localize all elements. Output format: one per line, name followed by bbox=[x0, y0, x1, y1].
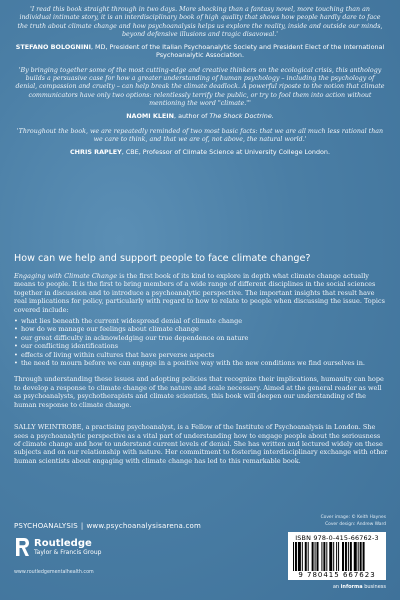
quote-text: 'I read this book straight through in two days. More shocking than a fantasy novel, more touching than an individual intimate story, it is an interdisciplinary book of high quality that shows how people hardly dare to face the truth about climate change and how psychoanalysis helps us explore the reality, inside and outside our minds, beyond defensive illusions and tragic disavowal.' bbox=[17, 6, 383, 38]
topics-list bbox=[14, 317, 388, 367]
endorsement-klein bbox=[14, 67, 386, 121]
blurb-headline: How can we help and support people to face climate change? bbox=[14, 253, 311, 264]
barcode-bar bbox=[312, 542, 314, 571]
cover-image-credit: Cover image: © Keith Haynes bbox=[320, 515, 386, 520]
publisher-website-link[interactable]: www.routledgementalhealth.com bbox=[14, 570, 94, 575]
book-description bbox=[14, 253, 388, 465]
publisher-name-block bbox=[34, 538, 101, 556]
endorsement-rapley bbox=[14, 128, 386, 157]
barcode-bar bbox=[360, 542, 362, 571]
barcode-bar bbox=[338, 542, 339, 571]
book-title-inline: Engaging with Climate Change bbox=[14, 272, 118, 280]
barcode-bar bbox=[315, 542, 316, 571]
cover-design-credit: Cover design: Andrew Ward bbox=[325, 522, 386, 527]
barcode-bar bbox=[363, 542, 365, 571]
informa-prefix: an bbox=[332, 584, 341, 590]
barcode-bar bbox=[354, 542, 357, 571]
informa-tagline bbox=[333, 584, 386, 590]
category-label: PSYCHOANALYSIS bbox=[14, 522, 78, 530]
blurb-intro bbox=[14, 272, 388, 314]
barcode-bar bbox=[342, 542, 344, 571]
blurb-intro-text: is the first book of its kind to explore in depth what climate change actually means to people. It is the first to bring members of a wide range of different disciplines in the social sciences together in discussion and to introduce a psychoanalytic perspective. The important insights that result have real implications for policy, particularly with regard to how to relate to people when discussing the issue. Topics covered include: bbox=[14, 272, 385, 314]
category-separator: | bbox=[80, 522, 84, 530]
list-item: • the need to mourn before we can engage in a positive way with the new conditions we find ourselves in. bbox=[14, 359, 388, 367]
publisher-logo bbox=[14, 537, 101, 557]
barcode-bar bbox=[326, 542, 327, 571]
isbn-barcode bbox=[288, 532, 386, 580]
quote-author: NAOMI KLEIN bbox=[126, 112, 174, 121]
barcode-bar bbox=[317, 542, 319, 571]
back-cover-footer bbox=[14, 515, 386, 594]
quote-attribution bbox=[14, 43, 386, 60]
publisher-group: Taylor & Francis Group bbox=[34, 549, 102, 556]
barcode-bar bbox=[348, 542, 349, 571]
informa-brand: informa bbox=[340, 584, 363, 590]
barcode-bar bbox=[308, 542, 309, 571]
barcode-bar bbox=[295, 542, 297, 571]
barcode-bar bbox=[345, 542, 347, 571]
barcode-digits: 9 780415 667623 bbox=[298, 571, 376, 579]
barcode-bar bbox=[302, 542, 303, 571]
blurb-closing: Through understanding these issues and adopting policies that recognize their implications, humanity can hope to develop a response to climate change of the nature and scale necessary. Aimed at the general reader as well as psychoanalysts, psychotherapists and climate scientists, this book will deepen our understanding of the human response to climate change. bbox=[14, 375, 384, 409]
list-item: • effects of living within cultures that have perverse aspects bbox=[14, 351, 388, 359]
barcode-bar bbox=[305, 542, 307, 571]
quote-author-role: , MD, President of the Italian Psychoanalytic Society and President Elect of the International Psychoanalytic Association. bbox=[90, 43, 385, 60]
barcode-bar bbox=[358, 542, 359, 571]
quote-attribution bbox=[14, 112, 386, 120]
list-item: • our conflicting identifications bbox=[14, 342, 388, 350]
quote-author-work: The Shock Doctrine. bbox=[209, 112, 274, 121]
list-item: • what lies beneath the current widespread denial of climate change bbox=[14, 317, 388, 325]
list-item: • our great difficulty in acknowledging our true dependence on nature bbox=[14, 334, 388, 342]
barcode-bar bbox=[329, 542, 332, 571]
barcode-bar bbox=[321, 542, 322, 571]
publisher-name: Routledge bbox=[34, 538, 92, 549]
barcode-bars bbox=[293, 542, 381, 571]
routledge-r-logo-icon bbox=[14, 537, 30, 557]
cover-credits bbox=[321, 514, 386, 528]
quote-author: CHRIS RAPLEY bbox=[69, 148, 122, 157]
endorsements bbox=[14, 6, 386, 163]
isbn-number: ISBN 978-0-415-66762-3 bbox=[295, 534, 379, 542]
barcode-bar bbox=[350, 542, 352, 571]
quote-author: STEFANO BOLOGNINI bbox=[15, 43, 91, 52]
barcode-bar bbox=[323, 542, 325, 571]
endorsement-bolognini bbox=[14, 6, 386, 60]
barcode-bar bbox=[293, 542, 294, 571]
list-item: • how do we manage our feelings about climate change bbox=[14, 325, 388, 333]
editor-bio: SALLY WEINTROBE, a practising psychoanalyst, is a Fellow of the Institute of Psychoanalysis in London. She sees a psychoanalytic perspective as a vital part of understanding how to engage people about the seriousness of climate change and how to understand current levels of denial. She has written and lectured widely on these subjects and on our relationship with nature. Her commitment to fostering interdisciplinary exchange with other human scientists about engaging with climate change has led to this remarkable book. bbox=[14, 423, 388, 465]
informa-suffix: business bbox=[362, 584, 386, 590]
quote-author-role: , author of bbox=[174, 112, 210, 121]
quote-text: 'Throughout the book, we are repeatedly reminded of two most basic facts: that we are all much less rational than we care to think, and that we are of, not above, the natural world.' bbox=[16, 127, 384, 143]
quote-attribution bbox=[14, 148, 386, 156]
quote-text: 'By bringing together some of the most cutting-edge and creative thinkers on the ecological crisis, this anthology builds a persuasive case for how a greater understanding of human psychology – including the psychology of denial, compassion and cruelty – can help break the climate deadlock. A powerful riposte to the notion that climate communicators have only two options: relentlessly terrify the public, or try to fool them into action without mentioning the word "climate."' bbox=[15, 66, 385, 107]
series-website-link[interactable]: www.psychoanalysisarena.com bbox=[86, 522, 202, 530]
quote-author-role: , CBE, Professor of Climate Science at University College London. bbox=[121, 148, 330, 157]
barcode-bar bbox=[333, 542, 334, 571]
barcode-bar bbox=[298, 542, 301, 571]
barcode-bar bbox=[336, 542, 337, 571]
